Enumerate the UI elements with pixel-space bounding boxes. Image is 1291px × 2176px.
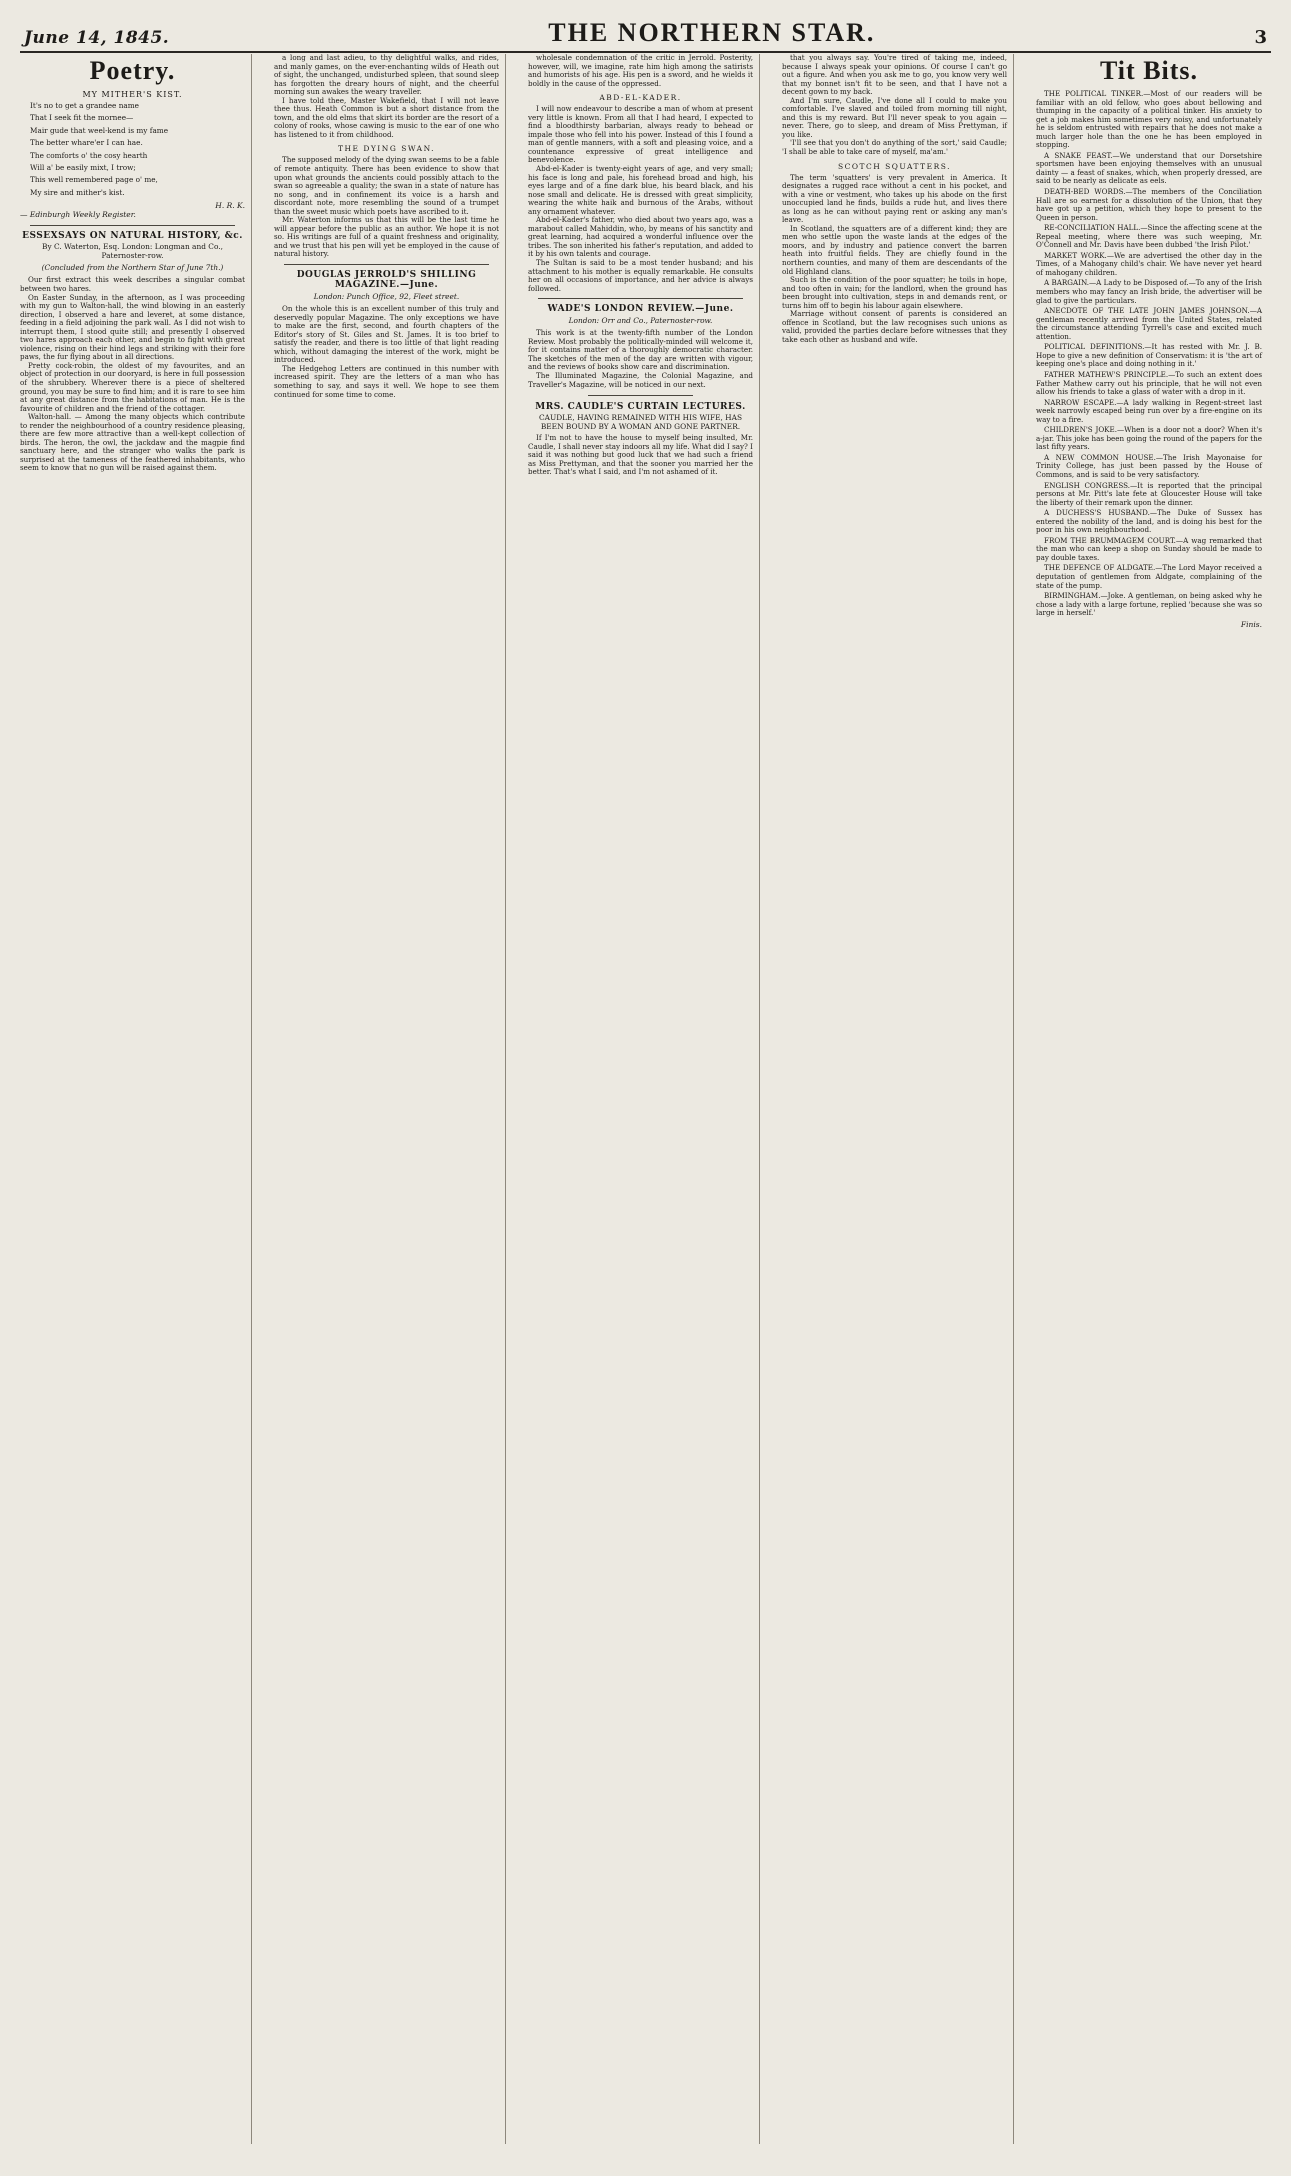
journal-title: DOUGLAS JERROLD'S SHILLING MAGAZINE.—June. — [296, 270, 477, 291]
article-paragraph: I will now endeavour to describe a man of whom at present very little is known. From all that I had heard, I expected to find a bloodthirsty barbarian, always ready to behead or impale those who fell into his power. Instead of this I found a man of gentle manners, with a soft and pleasing voice, and a countenance expressive of great intelligence and benevolence. — [528, 104, 753, 165]
article-paragraph: And I'm sure, Caudle, I've done all I could to make you comfortable. I've slaved and toiled from morning till night, and this is my reward. But I'll never speak to you again — never. There, go to sleep, and dream of Miss Prettyman, if you like. — [782, 95, 1007, 139]
article-paragraph: that you always say. You're tired of taking me, indeed, because I always speak your opinions. Of course I can't go out a figure. And when you ask me to go, you know very well that my bonnet isn't fit to be seen, and that I have not a decent gown to my back. — [782, 54, 1007, 97]
divider — [284, 264, 489, 265]
issue-date: June 14, 1845. — [24, 28, 170, 48]
article-paragraph: The Hedgehog Letters are continued in this number with increased spirit. They are the letters of a man who has something to say, and says it well. We hope to see them continued for some time to come. — [274, 363, 499, 399]
article-paragraph: On Easter Sunday, in the afternoon, as I was proceeding with my gun to Walton-hall, the wind blowing in an easterly direction, I observed a hare and leveret, at some distance, feeding in a field adjoining the park wall. As I did not wish to interrupt them, I stood quite still; and presently I observed two hares approach each other, and begin to fight with great violence, rising on their hind legs and striking with their fore paws, the fur flying about in all directions. — [20, 292, 245, 362]
column-2 — [274, 54, 506, 2144]
article-note: (Concluded from the Northern Star of June 7th.) — [41, 263, 224, 273]
article-byline: By C. Waterton, Esq. London: Longman and Co., Paternoster-row. — [42, 242, 223, 260]
article-paragraph: Abd-el-Kader's father, who died about two years ago, was a marabout called Mahiddin, who, by means of his sanctity and great learning, had acquired a wonderful influence over the tribes. The son inherited his father's reputation, and added to it by his own talents and courage. — [528, 215, 753, 259]
poem-line: Will a' be easily mixt, I trow; — [30, 163, 136, 173]
article-paragraph: Such is the condition of the poor squatter; he toils in hope, and too often in vain; for the landlord, when the ground has been brought into cultivation, steps in and demands rent, or turns him off to begin his labour again elsewhere. — [782, 275, 1007, 310]
article-paragraph: I have told thee, Master Wakefield, that I will not leave thee thus. Heath Common is but a short distance from the town, and the old elms that skirt its border are the resort of a colony of rooks, whose cawing is music to the ear of one who has listened to it from childhood. — [274, 95, 499, 139]
column-closing: Finis. — [1240, 619, 1262, 629]
tit-bit: A DUCHESS'S HUSBAND.—The Duke of Sussex has entered the nobility of the land, and is doing his best for the poor in his own neighbourhood. — [1036, 508, 1262, 535]
tit-bit: THE POLITICAL TINKER.—Most of our readers will be familiar with an old fellow, who goes about bellowing and thumping in the capacity of a political tinker. His anxiety to get a job makes him sometimes very noisy, and unfortunately he is seldom entrusted with repairs that he does not make a much larger hole than the one he has been employed in stopping. — [1036, 89, 1262, 150]
tit-bit: THE DEFENCE OF ALDGATE.—The Lord Mayor received a deputation of gentlemen from Aldgate, complaining of the state of the pump. — [1036, 563, 1262, 590]
poem-signature: H. R. K. — [215, 201, 245, 211]
article-title: ESSEXSAYS ON NATURAL HISTORY, &c. — [22, 231, 243, 242]
poem-line: My sire and mither's kist. — [30, 187, 125, 197]
article-paragraph: On the whole this is an excellent number of this truly and deservedly popular Magazine. The only exceptions we have to make are the first, second, and fourth chapters of the Editor's story of St. Giles and St. James. It is too brief to satisfy the reader, and there is too little of that light reading which, without damaging the interest of the work, might be introduced. — [274, 304, 499, 365]
tit-bit: RE-CONCILIATION HALL.—Since the affecting scene at the Repeal meeting, where there was such weeping, Mr. O'Connell and Mr. Davis have been dubbed 'the Irish Pilot.' — [1036, 223, 1263, 250]
section-label: THE DYING SWAN. — [337, 144, 436, 154]
masthead — [20, 14, 1271, 53]
article-paragraph: Marriage without consent of parents is considered an offence in Scotland, but the law recognises such unions as valid, provided the parties declare before witnesses that they take each other as husband and wife. — [782, 309, 1007, 344]
article-paragraph: 'I'll see that you don't do anything of the sort,' said Caudle; 'I shall be able to take care of myself, ma'am.' — [782, 138, 1007, 157]
article-paragraph: Abd-el-Kader is twenty-eight years of age, and very small; his face is long and pale, his forehead broad and high, his eyes large and of a fine dark blue, his beard black, and his nose small and delicate. He is dressed with great simplicity, wearing the white haik and burnous of the Arabs, without any ornament whatever. — [528, 164, 753, 216]
article-paragraph: In Scotland, the squatters are of a different kind; they are men who settle upon the waste lands at the edges of the moors, and by industry and patience convert the barren heath into fruitful fields. They are chiefly found in the northern counties, and many of them are descendants of the old Highland clans. — [782, 223, 1007, 276]
poem-line: That I seek fit the mornee— — [30, 113, 134, 123]
tit-bit: ENGLISH CONGRESS.—It is reported that the principal persons at Mr. Pitt's late fete at Gloucester House will take the liberty of their remark upon the dinner. — [1036, 480, 1262, 507]
column-4 — [782, 54, 1014, 2144]
tit-bit: DEATH-BED WORDS.—The members of the Conciliation Hall are so earnest for a dissolution of the Union, that they have got up a petition, which they hope to present to the Queen in person. — [1036, 187, 1262, 222]
tit-bit: NARROW ESCAPE.—A lady walking in Regent-street last week narrowly escaped being run over by a fire-engine on its way to a fire. — [1036, 397, 1262, 424]
columns — [20, 54, 1271, 2144]
article-paragraph: The supposed melody of the dying swan seems to be a fable of remote antiquity. There has been evidence to show that upon what grounds the ancients could possibly attach to the swan so agreeable a quality; the swan in a state of nature has no song, and in confinement its voice is a harsh and discordant note, more resembling the sound of a trumpet than the sweet music which poets have ascribed to it. — [274, 155, 499, 216]
article-paragraph: Pretty cock-robin, the oldest of my favourites, and an object of protection in our dooryard, is here in full possession of the shrubbery. Wherever there is a piece of sheltered ground, you may be sure to find him; and it is rare to see him at any great distance from the habitations of man. He is the favourite of children and the friend of the cottager. — [20, 360, 245, 413]
column-5 — [1036, 54, 1268, 2144]
article-paragraph: wholesale condemnation of the critic in Jerrold. Posterity, however, will, we imagine, rate him high among the satirists and humorists of his age. His pen is a sword, and he wields it boldly in the cause of the oppressed. — [528, 54, 753, 88]
section-label: ABD-EL-KADER. — [599, 93, 682, 103]
journal-title: WADE'S LONDON REVIEW.—June. — [547, 304, 734, 315]
tit-bit: CHILDREN'S JOKE.—When is a door not a door? When it's a-jar. This joke has been going the round of the papers for the last fifty years. — [1036, 425, 1262, 452]
article-paragraph: This work is at the twenty-fifth number of the London Review. Most probably the politically-minded will welcome it, for it contains matter of a thoroughly democratic character. The sketches of the men of the day are written with vigour, and the reviews of books show care and discrimination. — [528, 328, 753, 372]
tit-bit: POLITICAL DEFINITIONS.—It has rested with Mr. J. B. Hope to give a new definition of Conservatism: it is 'the art of keeping one's place and doing nothing in it.' — [1036, 342, 1262, 369]
divider — [30, 225, 235, 226]
tit-bit: A SNAKE FEAST.—We understand that our Dorsetshire sportsmen have been enjoying themselves with an unusual dainty — a feast of snakes, which, when properly dressed, are said to be nearly as delicate as eels. — [1036, 150, 1262, 186]
journal-byline: London: Orr and Co., Paternoster-row. — [568, 316, 713, 326]
article-paragraph: The Illuminated Magazine, the Colonial Magazine, and Traveller's Magazine, will be noticed in our next. — [528, 370, 753, 389]
divider — [538, 298, 743, 299]
section-label: SCOTCH SQUATTERS. — [837, 161, 952, 171]
article-subtitle: CAUDLE, HAVING REMAINED WITH HIS WIFE, HAS BEEN BOUND BY A WOMAN AND GONE PARTNER. — [538, 413, 743, 431]
page-number: 3 — [1254, 27, 1267, 48]
tit-bit: A BARGAIN.—A Lady to be Disposed of.—To any of the Irish members who may fancy an Irish bride, the advertiser will be glad to give the particulars. — [1036, 278, 1262, 305]
poem-line: The comforts o' the cosy hearth — [30, 150, 148, 160]
poem-line: Mair gude that weel-kend is my fame — [30, 125, 169, 135]
article-paragraph: The Sultan is said to be a most tender husband; and his attachment to his mother is equally remarkable. He consults her on all occasions of importance, and her advice is always followed. — [528, 258, 753, 293]
article-lede: Our first extract this week describes a singular combat between two hares. — [20, 275, 245, 293]
column-3 — [528, 54, 760, 2144]
tit-bit: FROM THE BRUMMAGEM COURT.—A wag remarked that the man who can keep a shop on Sunday should be made to pay double taxes. — [1036, 535, 1262, 562]
article-paragraph: a long and last adieu, to thy delightful walks, and rides, and manly games, on the ever-enchanting wilds of Heath out of sight, the unchanged, undisturbed spleen, that sound sleep has forgotten the dreary hours of night, and the cheerful morning sun awakes the weary traveller. — [274, 54, 499, 97]
tit-bit: FATHER MATHEW'S PRINCIPLE.—To such an extent does Father Mathew carry out his principle, that he will not even allow his friends to take a glass of water with a drop in it. — [1036, 369, 1262, 397]
column-1 — [20, 54, 252, 2144]
newspaper-page — [20, 14, 1271, 2144]
divider — [588, 395, 693, 396]
tit-bit: BIRMINGHAM.—Joke. A gentleman, on being asked why he chose a lady with a large fortune, replied 'because she was so large in herself.' — [1036, 591, 1262, 618]
article-paragraph: Walton-hall. — Among the many objects which contribute to render the neighbourhood of a country residence pleasing, there are few more attractive than a well-kept collection of birds. The heron, the owl, the jackdaw and the magpie find sanctuary here, and the stranger who walks the park is surprised at the tameness of the feathered inhabitants, who seem to know that no gun will be raised against them. — [20, 412, 245, 473]
newspaper-title: THE NORTHERN STAR. — [548, 18, 876, 47]
article-title: MRS. CAUDLE'S CURTAIN LECTURES. — [535, 402, 746, 413]
article-paragraph: Mr. Waterton informs us that this will be the last time he will appear before the public as an author. We hope it is not so. His writings are full of a quaint freshness and originality, and we trust that his pen will yet be employed in the cause of natural history. — [274, 215, 499, 259]
poem-title: MY MITHER'S KIST. — [82, 90, 183, 99]
poem-source: — Edinburgh Weekly Register. — [20, 210, 136, 220]
section-heading-tit-bits: Tit Bits. — [1099, 56, 1199, 85]
tit-bit: MARKET WORK.—We are advertised the other day in the Times, of a Mahogany child's chair. We have never yet heard of mahogany children. — [1036, 250, 1262, 277]
tit-bit: ANECDOTE OF THE LATE JOHN JAMES JOHNSON.—A gentleman recently arrived from the United States, related the circumstance attending Tyrrell's case and excited much attention. — [1036, 306, 1262, 341]
poem-line: This well remembered page o' me, — [30, 175, 158, 185]
poem-line: The better whare'er I can hae. — [30, 138, 143, 148]
section-heading-poetry: Poetry. — [89, 56, 176, 85]
poem-body — [20, 102, 245, 197]
tit-bit: A NEW COMMON HOUSE.—The Irish Mayonaise for Trinity College, has just been passed by the House of Commons, and is said to be very satisfactory. — [1036, 452, 1262, 479]
journal-byline: London: Punch Office, 92, Fleet street. — [313, 292, 460, 302]
poem-line: It's no to get a grandee name — [30, 101, 139, 110]
article-paragraph: If I'm not to have the house to myself being insulted, Mr. Caudle, I shall never stay indoors all my life. What did I say? I said it was nothing but good luck that we had such a friend as Miss Prettyman, and that the sooner you married her the better. That's what I said, and I'm not ashamed of it. — [528, 433, 753, 477]
article-paragraph: The term 'squatters' is very prevalent in America. It designates a rugged race without a cent in his pocket, and with a vine or vestment, who takes up his abode on the first unoccupied land he finds, builds a rude hut, and lives there as long as he can without paying rent or asking any man's leave. — [782, 172, 1007, 225]
